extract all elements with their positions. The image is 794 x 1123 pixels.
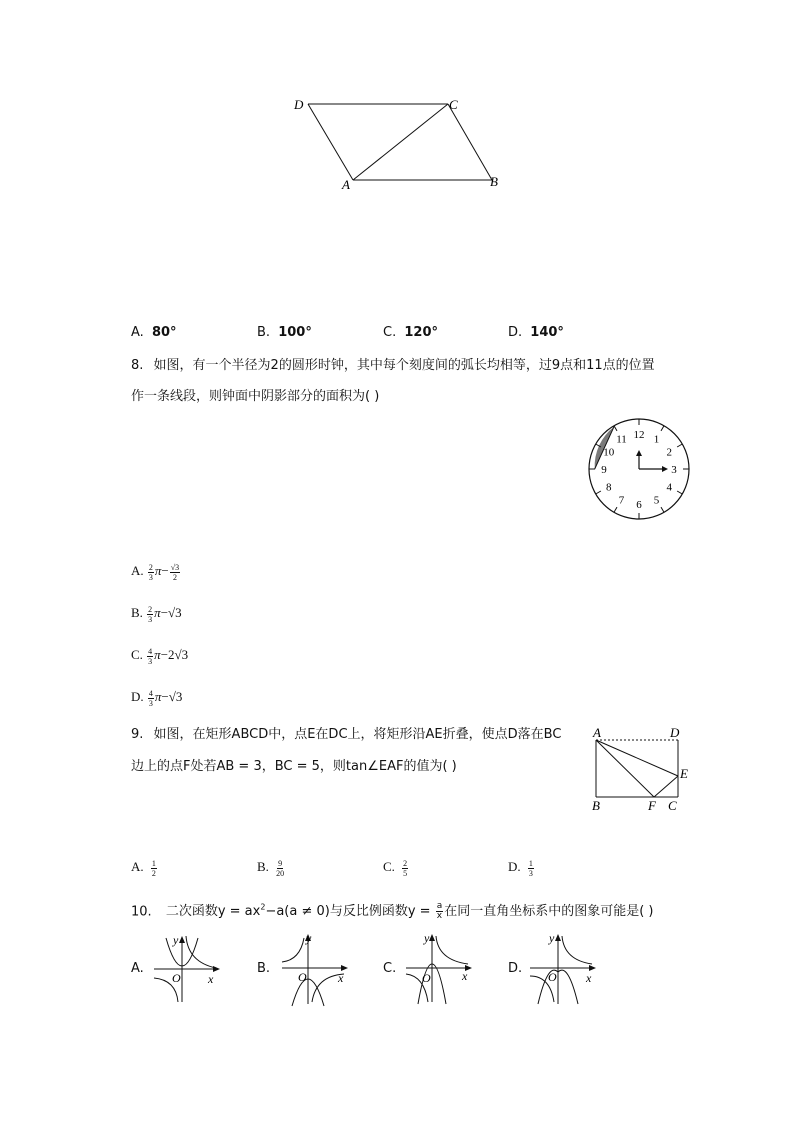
q7-option-d[interactable] xyxy=(508,324,564,342)
option-letter: B. xyxy=(257,325,271,340)
question-number: 10. xyxy=(131,904,152,920)
vertex-label-c: C xyxy=(449,97,458,112)
radical-term: √3 xyxy=(168,689,183,704)
clock-tick xyxy=(661,507,664,512)
clock-tick xyxy=(661,426,664,431)
option-value: 140° xyxy=(530,325,564,340)
clock-number: 11 xyxy=(616,433,627,446)
option-fraction: $\frac{1}{3}$ xyxy=(528,858,533,878)
vertex-label-c: C xyxy=(668,798,677,813)
clock-tick xyxy=(677,491,682,494)
x-axis-label: x xyxy=(338,971,344,985)
origin-label: O xyxy=(172,971,181,985)
clock-figure xyxy=(584,414,696,526)
q8-stem-line2 xyxy=(131,388,379,406)
coef-fraction: $\frac{4}{3}$ xyxy=(148,646,153,666)
y-axis-label: y xyxy=(306,931,312,945)
pi-symbol: π xyxy=(154,605,161,620)
q10-option-c[interactable] xyxy=(383,960,396,978)
q10-option-a[interactable] xyxy=(131,960,144,978)
q10-graph-c xyxy=(402,930,478,1006)
clock-number: 8 xyxy=(605,481,612,494)
question-text: 如图，在矩形ABCD中，点E在DC上，将矩形沿AE折叠，使点D落在BC xyxy=(153,727,562,742)
option-fraction: $\frac{9}{20}$ xyxy=(276,858,285,878)
origin-label: O xyxy=(548,970,557,984)
question-text: 二次函数$y = ax^2-a(a \ne 0)$与反比例函数y = $\frac{a}{x}$ 在同一直角坐标系中的图象可能是( ) xyxy=(165,901,654,922)
q7-option-b[interactable] xyxy=(257,324,312,342)
minus-sign: − xyxy=(160,605,169,620)
option-value: 80° xyxy=(151,325,177,340)
radical-term: √3 xyxy=(168,605,182,620)
q8-stem-line1 xyxy=(131,357,655,375)
q10-option-b[interactable] xyxy=(257,960,270,978)
option-value: 120° xyxy=(404,325,438,340)
y-axis-label: y xyxy=(549,931,555,945)
option-letter: B. xyxy=(257,961,271,976)
vertex-label-e: E xyxy=(680,766,688,781)
clock-tick xyxy=(614,507,617,512)
coef-fraction: $\frac{4}{3}$ xyxy=(148,688,153,708)
q9-option-a[interactable] xyxy=(131,858,158,878)
clock-number: 5 xyxy=(653,494,660,507)
y-axis-label: y xyxy=(424,931,430,945)
origin-label: O xyxy=(422,971,431,985)
clock-tick xyxy=(677,444,682,447)
y-axis-label: y xyxy=(173,933,179,947)
clock-number: 6 xyxy=(636,499,642,511)
x-axis-label: x xyxy=(586,971,592,985)
question-text: 如图，有一个半径为2的圆形时钟，其中每个刻度间的弧长均相等，过9点和11点的位置 xyxy=(153,358,655,373)
q9-stem-line1 xyxy=(131,726,561,744)
clock-number: 3 xyxy=(671,464,677,476)
question-text: 作一条线段，则钟面中阴影部分的面积为( ) xyxy=(131,389,380,404)
radical-term: 2√3 xyxy=(168,647,189,662)
vertex-label-f: F xyxy=(648,798,656,813)
clock-number: 1 xyxy=(653,433,660,446)
question-number: 8. xyxy=(131,358,144,373)
clock-number: 7 xyxy=(618,494,625,507)
q9-option-d[interactable] xyxy=(508,858,535,878)
x-axis-label: x xyxy=(208,972,214,986)
x-axis-label: x xyxy=(462,969,468,983)
vertex-label-b: B xyxy=(592,798,600,813)
q9-option-c[interactable] xyxy=(383,858,409,878)
option-letter: C. xyxy=(383,325,397,340)
option-letter: B. xyxy=(257,859,269,874)
minus-sign: − xyxy=(160,647,169,662)
option-letter: C. xyxy=(131,647,143,662)
coef-fraction: $\frac{2}{3}$ xyxy=(148,604,153,624)
parallelogram-figure xyxy=(290,92,505,197)
q9-stem-line2 xyxy=(131,758,457,776)
q8-option-d[interactable] xyxy=(131,688,182,708)
option-letter: D. xyxy=(131,689,144,704)
option-fraction: $\frac{2}{5}$ xyxy=(403,858,408,878)
vertex-label-b: B xyxy=(490,174,498,189)
option-letter: C. xyxy=(383,961,397,976)
q8-option-b[interactable] xyxy=(131,604,182,624)
q8-option-a[interactable] xyxy=(131,562,181,582)
tail-fraction: $\frac{√3}{2}$ xyxy=(170,562,180,582)
minus-sign: − xyxy=(161,689,169,704)
q10-graph-d xyxy=(526,928,602,1008)
clock-number: 12 xyxy=(633,429,645,441)
option-letter: C. xyxy=(383,859,395,874)
pi-symbol: π xyxy=(154,563,162,578)
option-letter: A. xyxy=(131,325,144,340)
clock-tick xyxy=(596,491,601,494)
q10-option-d[interactable] xyxy=(508,960,522,978)
vertex-label-a: A xyxy=(342,177,350,192)
clock-tick xyxy=(614,426,617,431)
option-fraction: $\frac{1}{2}$ xyxy=(151,858,156,878)
q8-option-c[interactable] xyxy=(131,646,188,666)
q9-option-b[interactable] xyxy=(257,858,285,878)
pi-symbol: π xyxy=(154,647,161,662)
option-letter: D. xyxy=(508,961,523,976)
option-letter: D. xyxy=(508,325,523,340)
pi-symbol: π xyxy=(154,689,162,704)
clock-number: 9 xyxy=(601,464,607,476)
q7-option-a[interactable] xyxy=(131,324,177,342)
minus-sign: − xyxy=(161,563,169,578)
vertex-label-a: A xyxy=(593,725,601,740)
option-letter: A. xyxy=(131,859,144,874)
option-letter: D. xyxy=(508,859,521,874)
clock-number: 2 xyxy=(666,446,673,459)
origin-label: O xyxy=(298,970,307,984)
option-value: 100° xyxy=(278,325,312,340)
option-letter: A. xyxy=(131,563,144,578)
q7-option-c[interactable] xyxy=(383,324,438,342)
question-text: 边上的点F处若AB = 3，BC = 5，则tan∠EAF的值为( ) xyxy=(131,759,457,774)
q10-stem xyxy=(131,899,653,921)
option-letter: B. xyxy=(131,605,143,620)
coef-fraction: $\frac{2}{3}$ xyxy=(148,562,153,582)
vertex-label-d: D xyxy=(670,725,680,740)
q10-graph-a xyxy=(150,932,226,1006)
vertex-label-d: D xyxy=(294,97,304,112)
question-number: 9. xyxy=(131,727,144,742)
clock-number: 10 xyxy=(603,446,615,459)
q10-graph-b xyxy=(278,928,354,1008)
rectangle-fold-figure xyxy=(588,724,694,814)
option-letter: A. xyxy=(131,961,144,976)
clock-number: 4 xyxy=(666,481,673,494)
